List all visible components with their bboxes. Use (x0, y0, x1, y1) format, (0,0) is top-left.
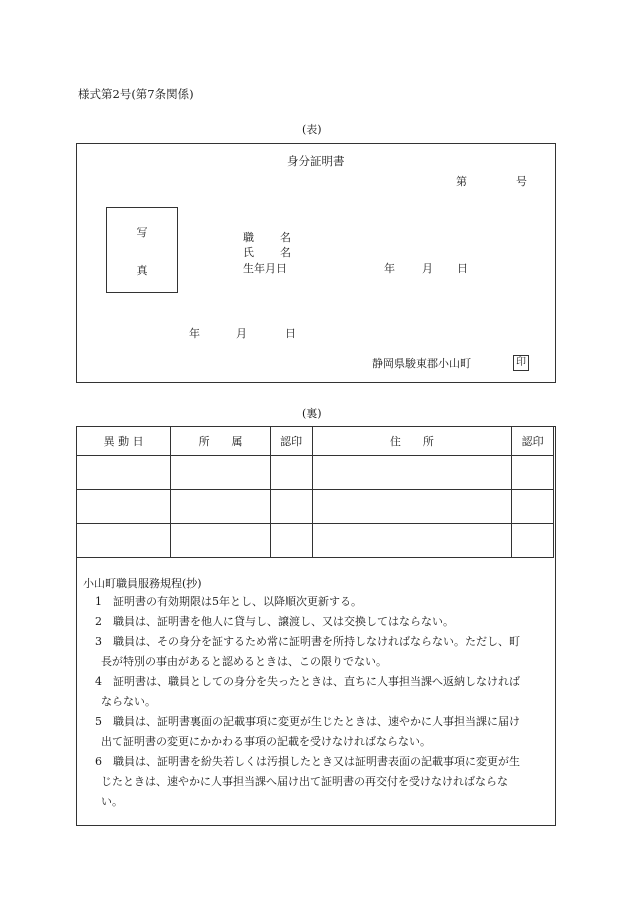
back-section-label: (裏) (302, 407, 322, 420)
field-name-b: 名 (280, 246, 291, 259)
regulations-title: 小山町職員服務規程(抄) (83, 577, 202, 590)
issuer-name: 静岡県駿東郡小山町 (372, 357, 471, 370)
rule-line: 2 職員は、証明書を他人に貸与し、譲渡し、又は交換してはならない。 (95, 615, 454, 628)
field-birthdate: 生年月日 (243, 262, 287, 275)
field-position-b: 名 (280, 231, 291, 244)
table-cell (171, 456, 270, 490)
change-history-table (76, 426, 554, 558)
number-suffix: 号 (516, 175, 527, 188)
table-cell (312, 456, 512, 490)
rule-line: 出て証明書の変更にかかわる事項の記載を受けなければならない。 (101, 735, 431, 748)
table-cell (312, 490, 512, 524)
table-cell (77, 456, 171, 490)
seal-mark: 印 (513, 355, 529, 371)
form-number-label: 様式第2号(第7条関係) (78, 87, 194, 101)
table-row (77, 524, 554, 558)
birth-month-label: 月 (422, 262, 433, 275)
birth-day-label: 日 (457, 262, 468, 275)
table-cell (270, 524, 312, 558)
rule-line: 4 証明書は、職員としての身分を失ったときは、直ちに人事担当課へ返納しなければ (95, 675, 520, 688)
issue-month-label: 月 (236, 327, 247, 340)
table-cell (270, 456, 312, 490)
issue-day-label: 日 (285, 327, 296, 340)
column-header: 住 所 (312, 427, 512, 456)
table-cell (171, 524, 270, 558)
photo-box (106, 207, 178, 293)
birth-year-label: 年 (384, 262, 395, 275)
certificate-title: 身分証明書 (287, 154, 345, 168)
column-header: 異 動 日 (77, 427, 171, 456)
number-prefix: 第 (456, 175, 467, 188)
certificate-back (76, 426, 556, 826)
table-cell (77, 524, 171, 558)
table-cell (270, 490, 312, 524)
column-header: 認印 (512, 427, 554, 456)
table-cell (312, 524, 512, 558)
rule-line: 長が特別の事由があると認めるときは、この限りでない。 (101, 655, 387, 668)
table-header-row (77, 427, 554, 456)
table-cell (512, 456, 554, 490)
front-section-label: (表) (302, 123, 322, 136)
table-cell (171, 490, 270, 524)
rule-line: ならない。 (101, 695, 156, 708)
table-row (77, 490, 554, 524)
column-header: 認印 (270, 427, 312, 456)
issue-year-label: 年 (189, 327, 200, 340)
table-cell (512, 524, 554, 558)
rule-line: じたときは、速やかに人事担当課へ届け出て証明書の再交付を受けなければならな (101, 775, 508, 788)
certificate-front (76, 143, 556, 383)
field-name-a: 氏 (243, 246, 254, 259)
table-cell (77, 490, 171, 524)
column-header: 所 属 (171, 427, 270, 456)
photo-label-top: 写 (136, 226, 148, 239)
rule-line: 5 職員は、証明書裏面の記載事項に変更が生じたときは、速やかに人事担当課に届け (95, 715, 520, 728)
photo-label-bottom: 真 (136, 264, 148, 277)
rule-line: 6 職員は、証明書を紛失若しくは汚損したとき又は証明書表面の記載事項に変更が生 (95, 755, 520, 768)
rule-line: 1 証明書の有効期限は5年とし、以降順次更新する。 (95, 595, 362, 608)
table-cell (512, 490, 554, 524)
field-position-a: 職 (243, 231, 254, 244)
rule-line: い。 (101, 795, 123, 808)
rule-line: 3 職員は、その身分を証するため常に証明書を所持しなければならない。ただし、町 (95, 635, 520, 648)
table-row (77, 456, 554, 490)
